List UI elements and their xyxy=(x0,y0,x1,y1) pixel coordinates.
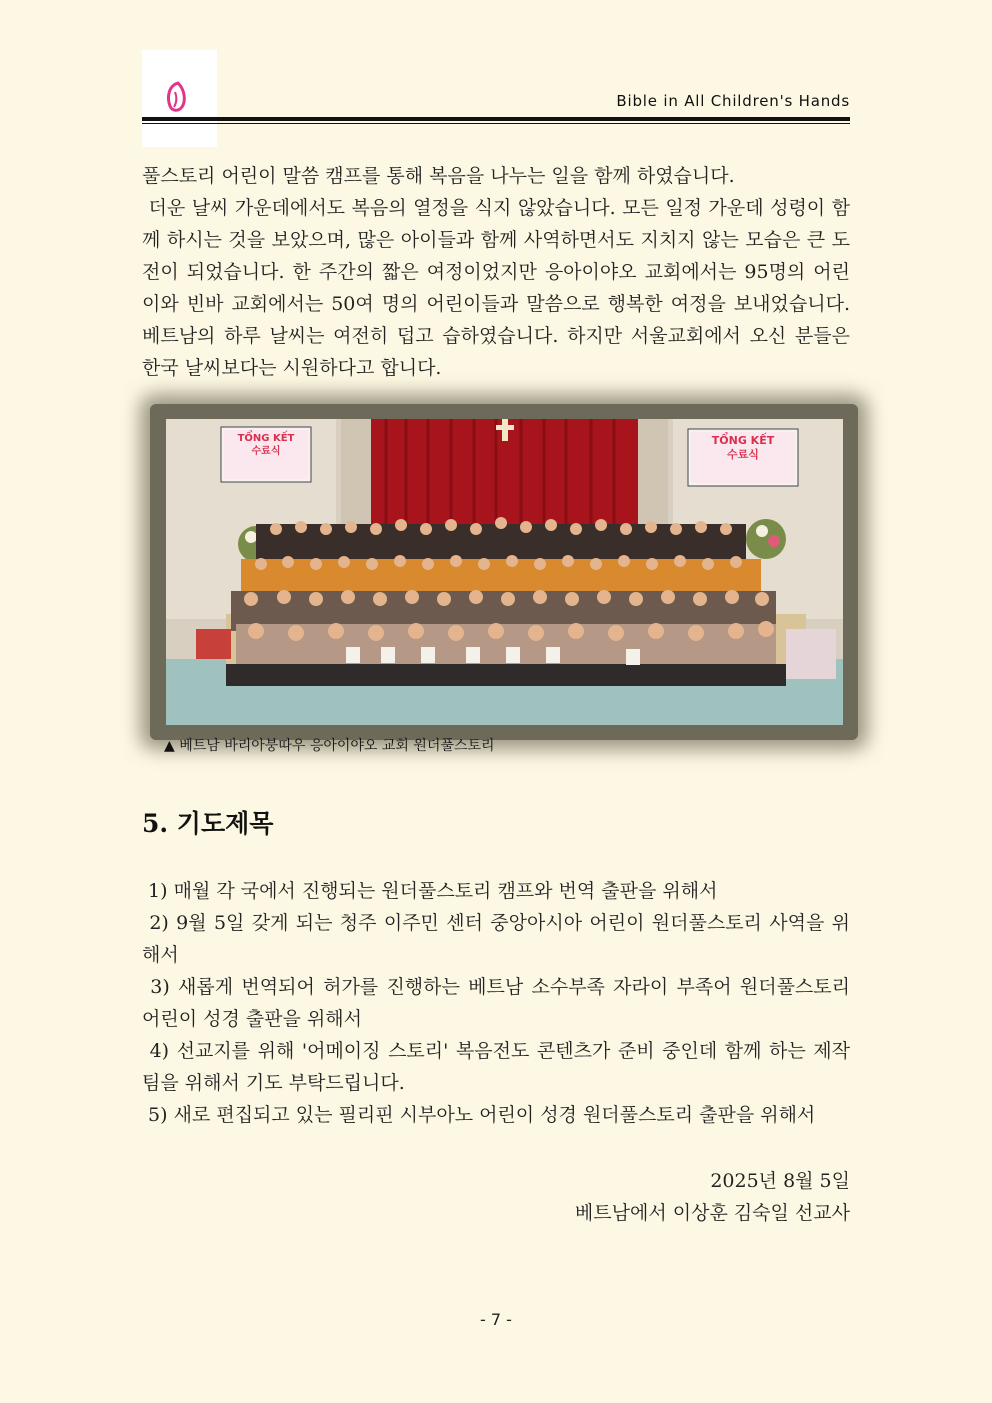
signature-author: 베트남에서 이상훈 김숙일 선교사 xyxy=(574,1202,850,1224)
prayer-item-2: 2) 9월 5일 갖게 되는 청주 이주민 센터 중앙아시아 어린이 원더풀스토리 사역을 위해서 xyxy=(142,912,850,966)
prayer-item-3: 3) 새롭게 번역되어 허가를 진행하는 베트남 소수부족 자라이 부족어 원더풀스토리 어린이 성경 출판을 위해서 xyxy=(142,976,857,1030)
banner-right-line1: TỔNG KẾT xyxy=(711,434,775,447)
prayer-item-4: 4) 선교지를 위해 '어메이징 스토리' 복음전도 콘텐츠가 준비 중인데 함께 하는 제작팀을 위해서 기도 부탁드립니다. xyxy=(142,1040,850,1094)
section-heading: 5. 기도제목 xyxy=(142,809,274,838)
banner-right xyxy=(691,434,795,462)
bible-for-children-logo-icon xyxy=(164,80,190,114)
header-rule xyxy=(142,117,850,121)
header-title: Bible in All Children's Hands xyxy=(616,92,850,110)
intro-text xyxy=(142,160,857,384)
banner-left xyxy=(224,432,308,458)
intro-paragraph-1: 풀스토리 어린이 말씀 캠프를 통해 복음을 나누는 일을 함께 하였습니다. xyxy=(142,165,735,187)
page-number: - 7 - xyxy=(480,1310,512,1329)
banner-left-line2: 수료식 xyxy=(251,446,281,457)
signature xyxy=(575,1165,850,1229)
banner-left-line1: TỔNG KẾT xyxy=(237,433,295,444)
header-rule-thin xyxy=(142,123,850,124)
prayer-item-1: 1) 매월 각 국에서 진행되는 원더풀스토리 캠프와 번역 출판을 위해서 xyxy=(142,880,718,902)
logo-box xyxy=(142,50,217,147)
signature-date: 2025년 8월 5일 xyxy=(710,1170,850,1192)
photo-caption: ▲ 베트남 바리아붕따우 응아이야오 교회 원더풀스토리 xyxy=(164,738,495,754)
intro-paragraph-2: 더운 날씨 가운데에서도 복음의 열정을 식지 않았습니다. 모든 일정 가운데 성령이 함께 하시는 것을 보았으며, 많은 아이들과 함께 사역하면서도 지치지 않는 모습은 큰 도전이 되었습니다. 한 주간의 짧은 여정이었지만 응아이야오 교회에서는 95명의 어린이와 빈바 교회에서는 50여 명의 어린이들과 말씀으로 행복한 여정을 보내었습니다. 베트남의 하루 날씨는 여전히 덥고 습하였습니다. 하지만 서울교회에서 오신 분들은 한국 날씨보다는 시원하다고 합니다. xyxy=(142,197,857,379)
prayer-item-5: 5) 새로 편집되고 있는 필리핀 시부아노 어린이 성경 원더풀스토리 출판을 위해서 xyxy=(142,1104,816,1126)
prayer-list xyxy=(142,875,857,1131)
banner-right-line2: 수료식 xyxy=(727,448,759,461)
group-photo-illustration xyxy=(166,419,843,725)
group-photo xyxy=(166,419,843,725)
